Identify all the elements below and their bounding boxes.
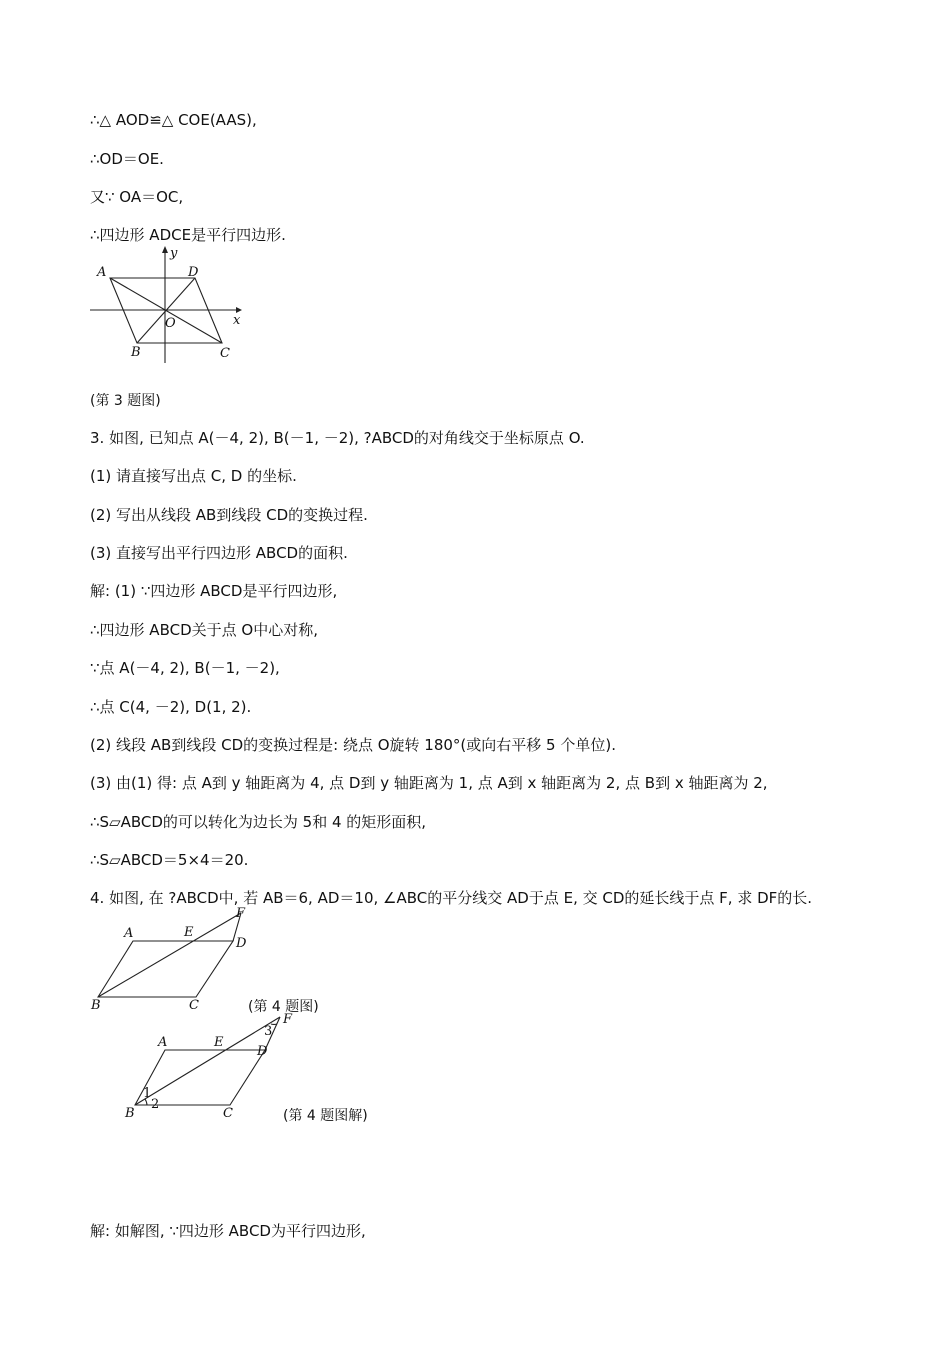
parallelogram-abcd [98, 941, 233, 997]
bisector-bf [98, 913, 241, 997]
label-a: A [97, 265, 107, 280]
label-f: F [283, 1012, 293, 1027]
problem-3: 3. 如图, 已知点 A(－4, 2), B(－1, －2), ?ABCD的对角线交于坐标原点 O. [90, 429, 585, 447]
proof-line-3: 又∵ OA＝OC, [90, 188, 184, 206]
problem-4-solution-line-1: 解: 如解图, ∵四边形 ABCD为平行四边形, [90, 1222, 366, 1240]
label-b: B [125, 1106, 135, 1121]
solution-line-3: ∵点 A(－4, 2), B(－1, －2), [90, 659, 280, 677]
label-f: F [236, 906, 246, 921]
angle-label-3: 3 [264, 1024, 273, 1039]
label-b: B [131, 345, 141, 360]
label-d: D [236, 936, 247, 951]
label-b: B [91, 998, 101, 1013]
label-e: E [214, 1035, 224, 1050]
angle-label-1: 1 [143, 1086, 152, 1101]
figure-4-solution-diagram [120, 1012, 295, 1121]
solution-line-2: ∴四边形 ABCD关于点 O中心对称, [90, 621, 318, 639]
figure-3-diagram [90, 245, 250, 365]
proof-line-2: ∴OD＝OE. [90, 150, 164, 168]
figure-4-solution-caption: (第 4 题图解) [283, 1108, 368, 1124]
label-c: C [223, 1106, 233, 1121]
label-x: x [233, 313, 241, 328]
label-y: y [170, 246, 178, 261]
angle-label-2: 2 [151, 1097, 160, 1112]
label-a: A [124, 926, 134, 941]
figure-4-caption: (第 4 题图) [248, 999, 319, 1015]
label-e: E [184, 925, 194, 940]
solution-line-4: ∴点 C(4, －2), D(1, 2). [90, 698, 252, 716]
label-o: O [165, 316, 176, 331]
label-d: D [188, 265, 199, 280]
proof-line-4: ∴四边形 ADCE是平行四边形. [90, 226, 286, 244]
problem-3-part-3: (3) 直接写出平行四边形 ABCD的面积. [90, 544, 348, 562]
solution-line-5: (2) 线段 AB到线段 CD的变换过程是: 绕点 O旋转 180°(或向右平移 5 个单位). [90, 736, 616, 754]
label-c: C [220, 346, 230, 361]
label-d: D [257, 1044, 268, 1059]
problem-3-part-2: (2) 写出从线段 AB到线段 CD的变换过程. [90, 506, 368, 524]
label-a: A [158, 1035, 168, 1050]
figure-4-diagram [88, 905, 258, 1013]
solution-line-7: ∴S▱ABCD的可以转化为边长为 5和 4 的矩形面积, [90, 813, 427, 831]
label-c: C [189, 998, 199, 1013]
problem-4: 4. 如图, 在 ?ABCD中, 若 AB＝6, AD＝10, ∠ABC的平分线交 AD于点 E, 交 CD的延长线于点 F, 求 DF的长. [90, 889, 813, 907]
solution-line-8: ∴S▱ABCD＝5×4＝20. [90, 851, 249, 869]
solution-line-6: (3) 由(1) 得: 点 A到 y 轴距离为 4, 点 D到 y 轴距离为 1, 点 A到 x 轴距离为 2, 点 B到 x 轴距离为 2, [90, 774, 768, 792]
solution-line-1: 解: (1) ∵四边形 ABCD是平行四边形, [90, 582, 338, 600]
problem-3-part-1: (1) 请直接写出点 C, D 的坐标. [90, 467, 297, 485]
y-axis-arrow [162, 246, 168, 253]
proof-line-1: ∴△ AOD≌△ COE(AAS), [90, 111, 257, 129]
figure-3-caption: (第 3 题图) [90, 393, 161, 409]
